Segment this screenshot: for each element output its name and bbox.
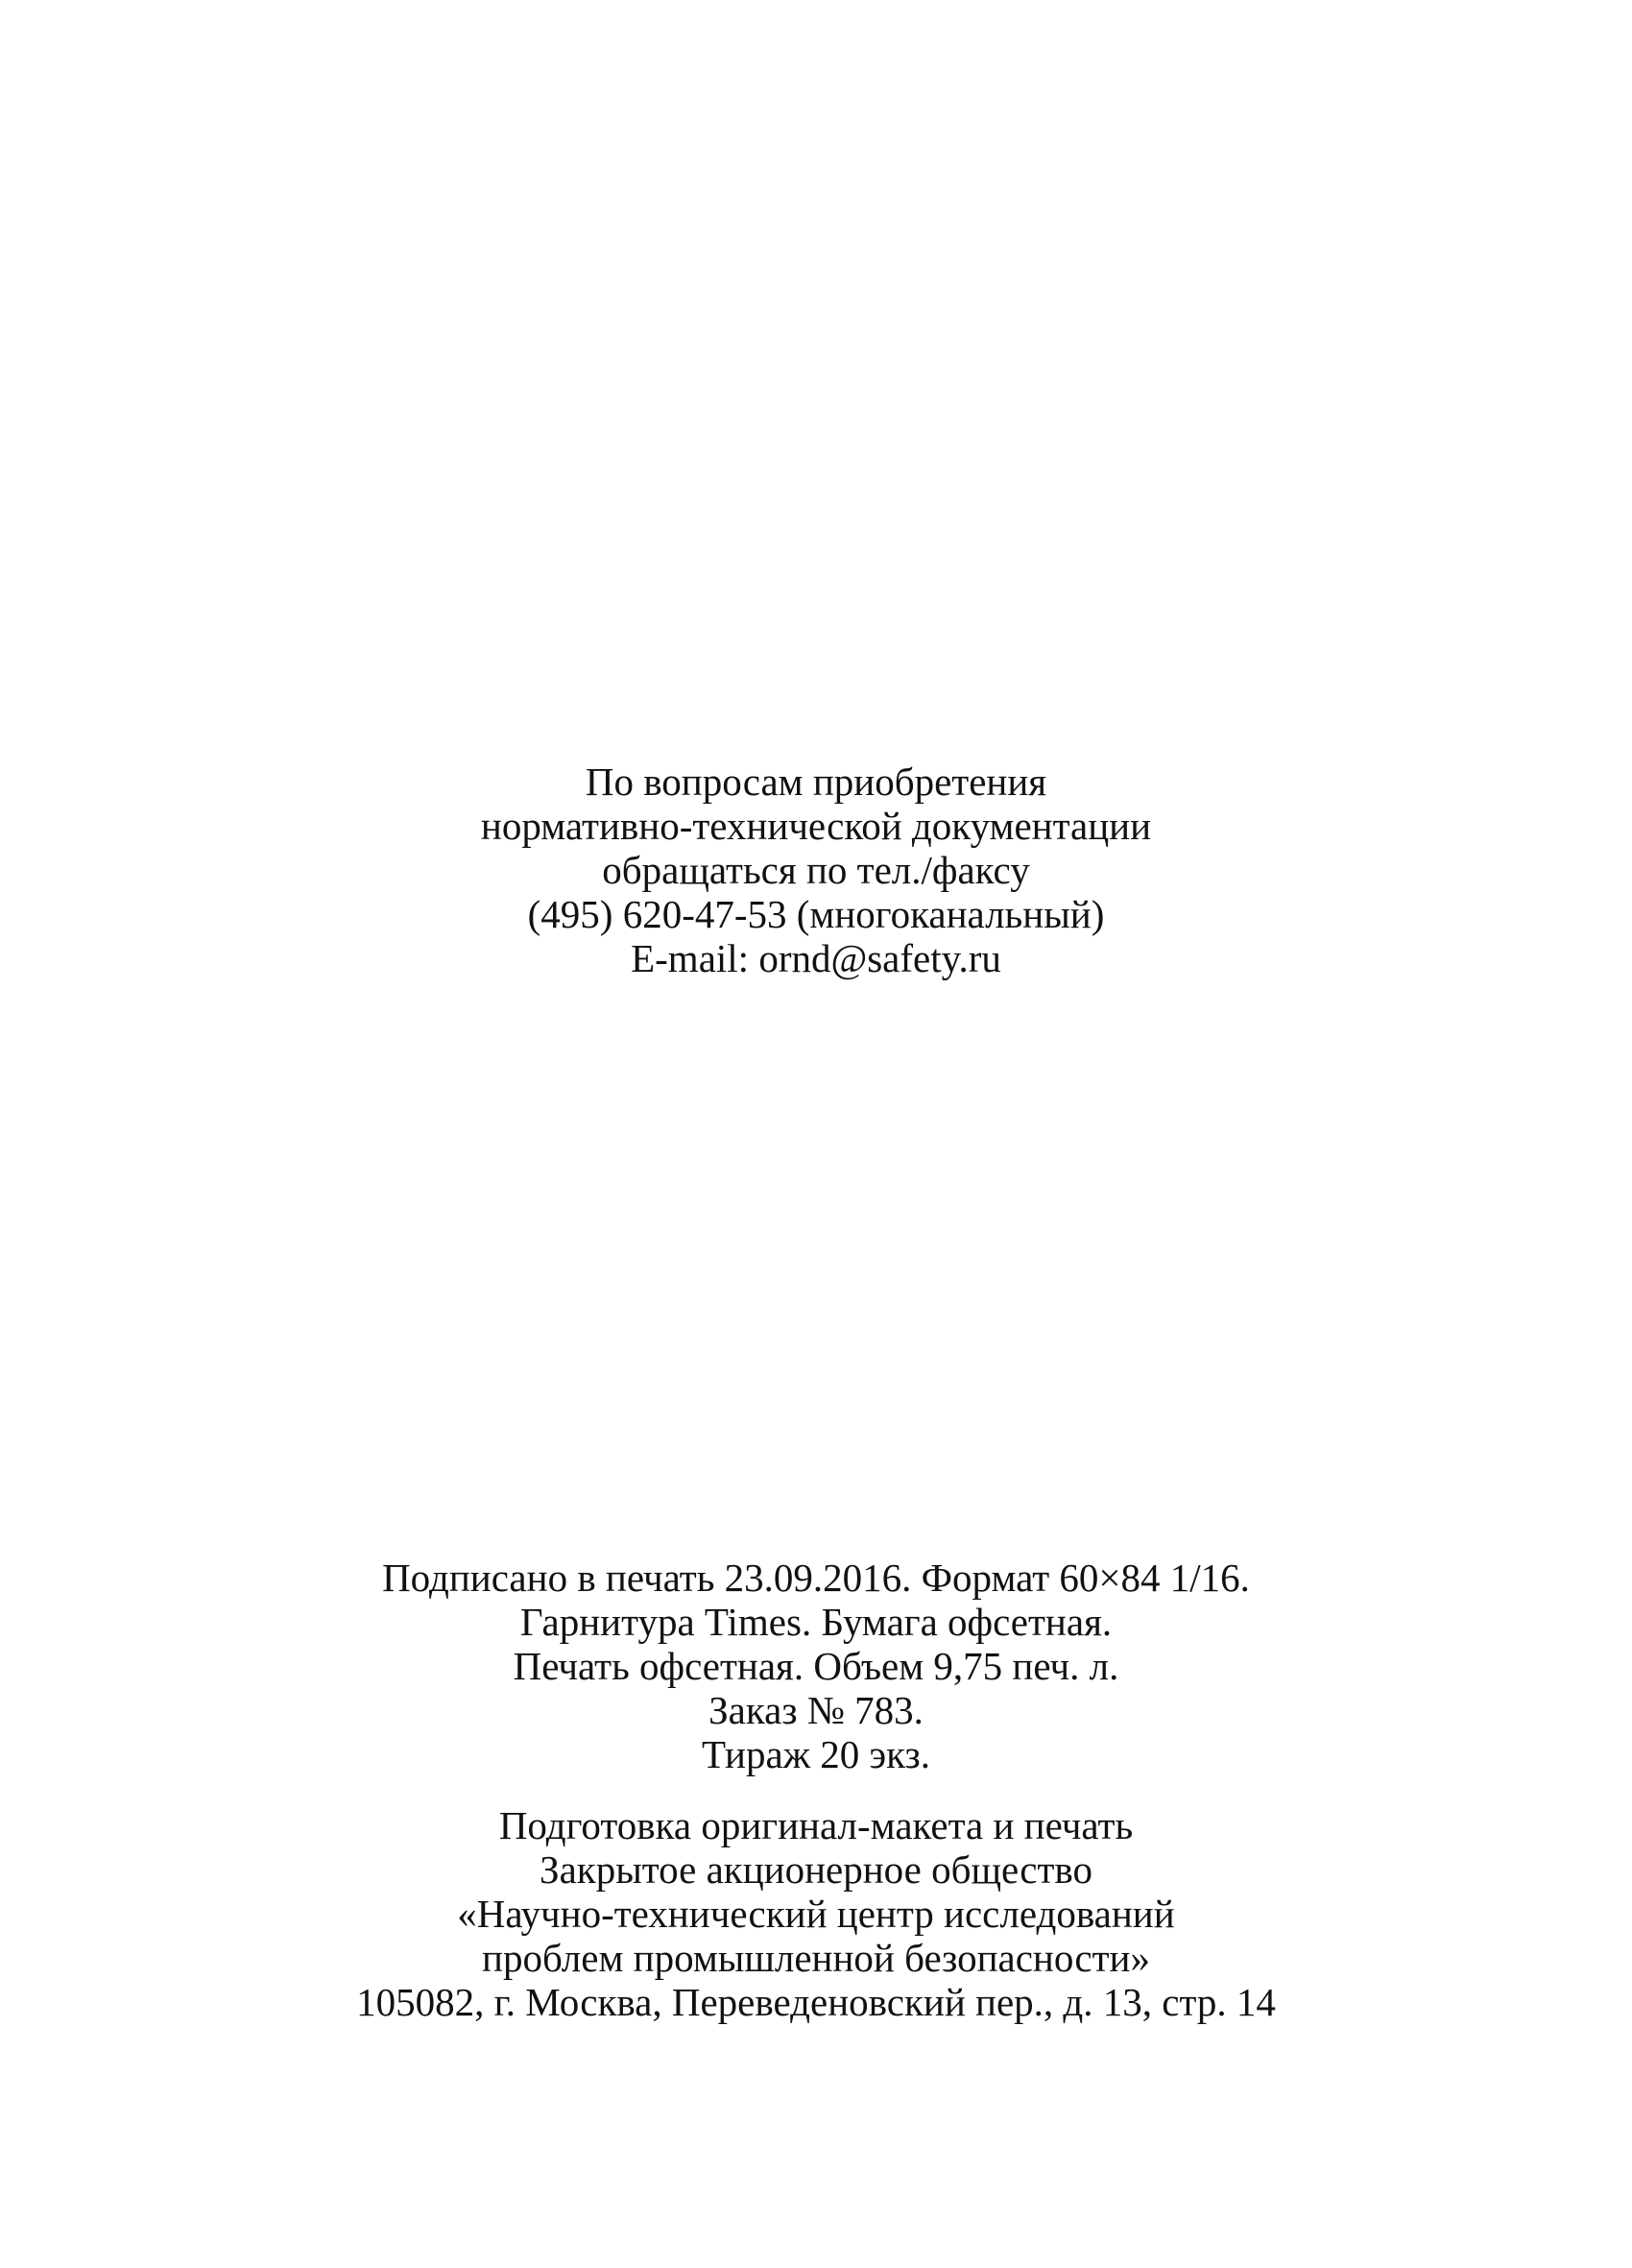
contact-line: По вопросам приобретения [585,760,1047,804]
imprint-signed-format: Подписано в печать 23.09.2016. Формат 60×84 1/16. [382,1556,1250,1600]
contact-line: нормативно-технической документации [480,804,1152,848]
printer-organization-name: проблем промышленной безопасности» [482,1936,1150,1980]
imprint-typeface-paper: Гарнитура Times. Бумага офсетная. [519,1600,1113,1644]
imprint-printing-volume: Печать офсетная. Объем 9,75 печ. л. [513,1644,1119,1688]
contact-line: обращаться по тел./факсу [602,848,1030,892]
contact-phone: (495) 620-47-53 (многоканальный) [527,892,1105,936]
imprint-block [0,1556,1632,1776]
imprint-order-number: Заказ № 783. [708,1688,924,1732]
printer-organization-name: «Научно-технический центр исследований [457,1892,1175,1936]
contact-email: E-mail: ornd@safety.ru [631,936,1001,980]
imprint-print-run: Тираж 20 экз. [702,1732,930,1776]
printer-line: Закрытое акционерное общество [540,1847,1092,1892]
printer-address: 105082, г. Москва, Переведеновский пер., д. 13, стр. 14 [356,1980,1276,2024]
printer-info-block [0,1803,1632,2024]
printer-line: Подготовка оригинал-макета и печать [498,1803,1134,1847]
contact-info-block [0,760,1632,980]
